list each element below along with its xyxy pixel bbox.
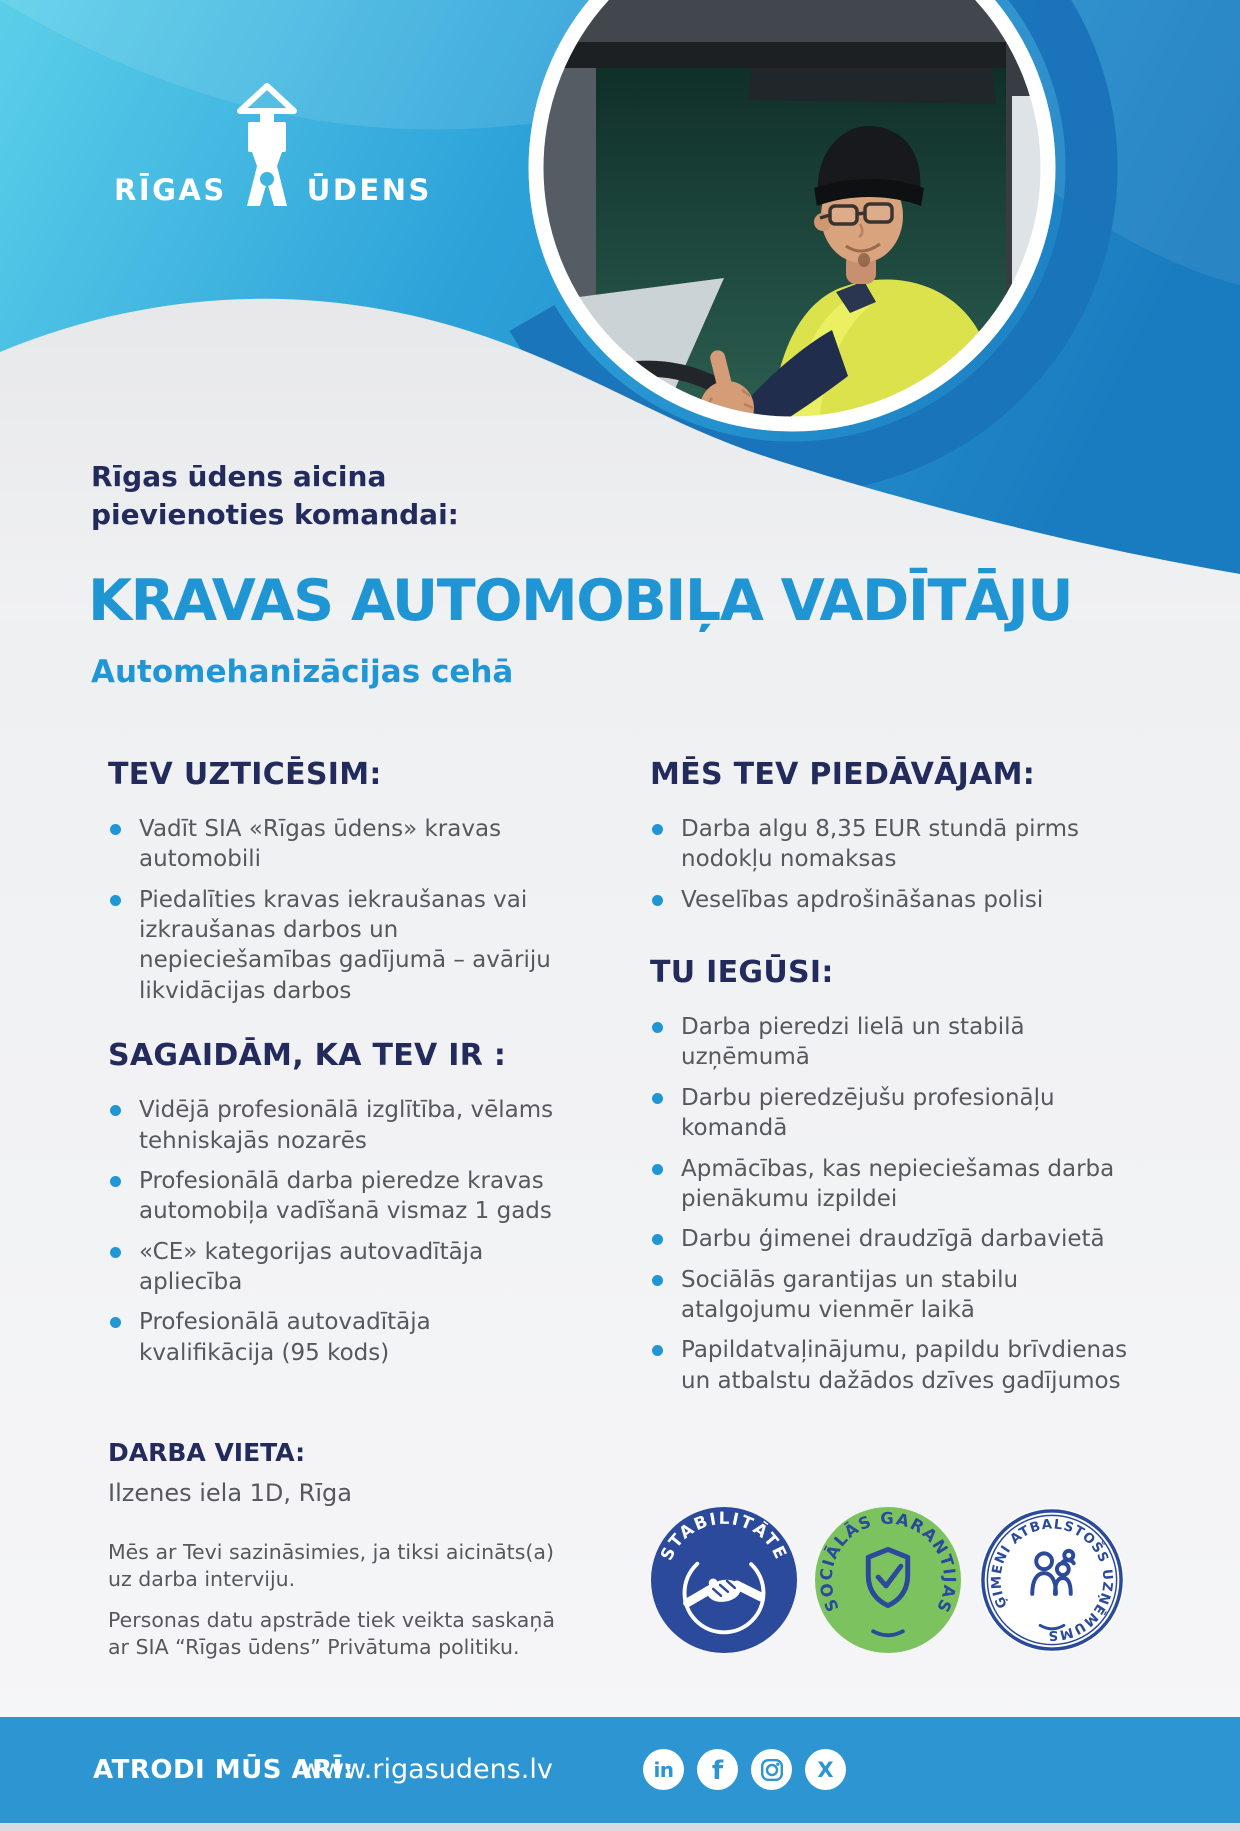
list-item: Vidējā profesionālā izglītība, vēlams tehniskajās nozarēs <box>108 1095 568 1156</box>
intro-text <box>91 458 459 533</box>
bullet-icon <box>652 1234 663 1245</box>
right-column <box>650 757 1135 1406</box>
badge-stability <box>650 1506 798 1654</box>
list-item: Darba pieredzi lielā un stabilā uzņēmumā <box>650 1012 1135 1073</box>
workplace-block <box>108 1438 568 1507</box>
bullet-icon <box>652 1093 663 1104</box>
linkedin-icon[interactable]: in <box>643 1749 684 1790</box>
bullet-icon <box>110 1247 121 1258</box>
badge-label: SOCIĀLĀS GARANTIJAS <box>816 1508 960 1617</box>
footer-label: ATRODI MŪS ARĪ: <box>93 1755 354 1785</box>
list-item: Sociālās garantijas un stabilu atalgojumu vienmēr laikā <box>650 1265 1135 1326</box>
bullet-icon <box>652 1275 663 1286</box>
gain-list <box>650 1012 1135 1396</box>
list-item: Papildatvaļinājumu, papildu brīvdienas un atbalstu dažādos dzīves gadījumos <box>650 1335 1135 1396</box>
intro-line-1: Rīgas ūdens aicina <box>91 460 387 493</box>
notes-block <box>108 1539 568 1661</box>
list-item: Darba algu 8,35 EUR stundā pirms nodokļu nomaksas <box>650 814 1135 875</box>
badge-social-guarantees <box>814 1506 962 1654</box>
section-heading-gain: TU IEGŪSI: <box>650 955 834 991</box>
list-item: Darbu ģimenei draudzīgā darbavietā <box>650 1224 1135 1254</box>
bullet-icon <box>652 1345 663 1356</box>
water-tower-icon <box>234 82 300 209</box>
badge-label: STABILITĀTE <box>656 1507 792 1564</box>
bullet-icon <box>652 1022 663 1033</box>
page-subtitle: Automehanizācijas cehā <box>91 654 514 690</box>
logo-word-right: ŪDENS <box>306 173 432 207</box>
social-icons <box>643 1749 846 1790</box>
workplace-address: Ilzenes iela 1D, Rīga <box>108 1479 352 1508</box>
brand-logo <box>114 82 432 209</box>
offer-list <box>650 814 1135 915</box>
logo-word-left: RĪGAS <box>114 173 227 207</box>
list-item: Profesionālā darba pieredze kravas automobiļa vadīšanā vismaz 1 gads <box>108 1166 568 1227</box>
badge-family-friendly <box>978 1506 1126 1654</box>
footer-bar <box>0 1717 1240 1823</box>
bullet-icon <box>652 895 663 906</box>
section-heading-offer: MĒS TEV PIEDĀVĀJAM: <box>650 757 1036 792</box>
privacy-note: Personas datu apstrāde tiek veikta saskaņā ar SIA “Rīgas ūdens” Privātuma politiku. <box>108 1607 555 1659</box>
bullet-icon <box>110 1105 121 1116</box>
page-title: KRAVAS AUTOMOBIĻA VADĪTĀJU <box>88 568 1073 634</box>
list-item: «CE» kategorijas autovadītāja apliecība <box>108 1237 568 1298</box>
value-badges <box>650 1506 1126 1654</box>
x-icon[interactable]: X <box>805 1749 846 1790</box>
badge-label: ĢIMENI ATBALSTOŠS UZŅĒMUMS <box>989 1517 1115 1643</box>
list-item: Apmācības, kas nepieciešamas darba pienākumu izpildei <box>650 1154 1135 1215</box>
left-column <box>108 757 568 1674</box>
list-item: Piedalīties kravas iekraušanas vai izkraušanas darbos un nepieciešamības gadījumā – avāriju likvidācijas darbos <box>108 885 568 1006</box>
bullet-icon <box>110 824 121 835</box>
bullet-icon <box>110 1176 121 1187</box>
bullet-icon <box>110 895 121 906</box>
intro-line-2: pievienoties komandai: <box>91 497 459 531</box>
contact-note: Mēs ar Tevi sazināsimies, ja tiksi aicināts(a) uz darba interviju. <box>108 1540 554 1592</box>
section-heading-expect: SAGAIDĀM, KA TEV IR : <box>108 1038 507 1074</box>
bottom-strip <box>0 1823 1240 1831</box>
section-heading-entrust: TEV UZTICĒSIM: <box>108 757 382 792</box>
facebook-icon[interactable]: f <box>697 1749 738 1790</box>
list-item: Vadīt SIA «Rīgas ūdens» kravas automobili <box>108 814 568 875</box>
bullet-icon <box>652 824 663 835</box>
website-link[interactable]: www.rigasudens.lv <box>300 1754 553 1785</box>
workplace-heading: DARBA VIETA: <box>108 1438 306 1468</box>
expect-list <box>108 1095 568 1368</box>
glasses <box>820 204 892 224</box>
entrust-list <box>108 814 568 1006</box>
list-item: Darbu pieredzējušu profesionāļu komandā <box>650 1083 1135 1144</box>
list-item: Veselības apdrošināšanas polisi <box>650 885 1135 915</box>
instagram-icon[interactable] <box>751 1749 792 1790</box>
bullet-icon <box>652 1164 663 1175</box>
list-item: Profesionālā autovadītāja kvalifikācija (95 kods) <box>108 1307 568 1368</box>
bullet-icon <box>110 1317 121 1328</box>
